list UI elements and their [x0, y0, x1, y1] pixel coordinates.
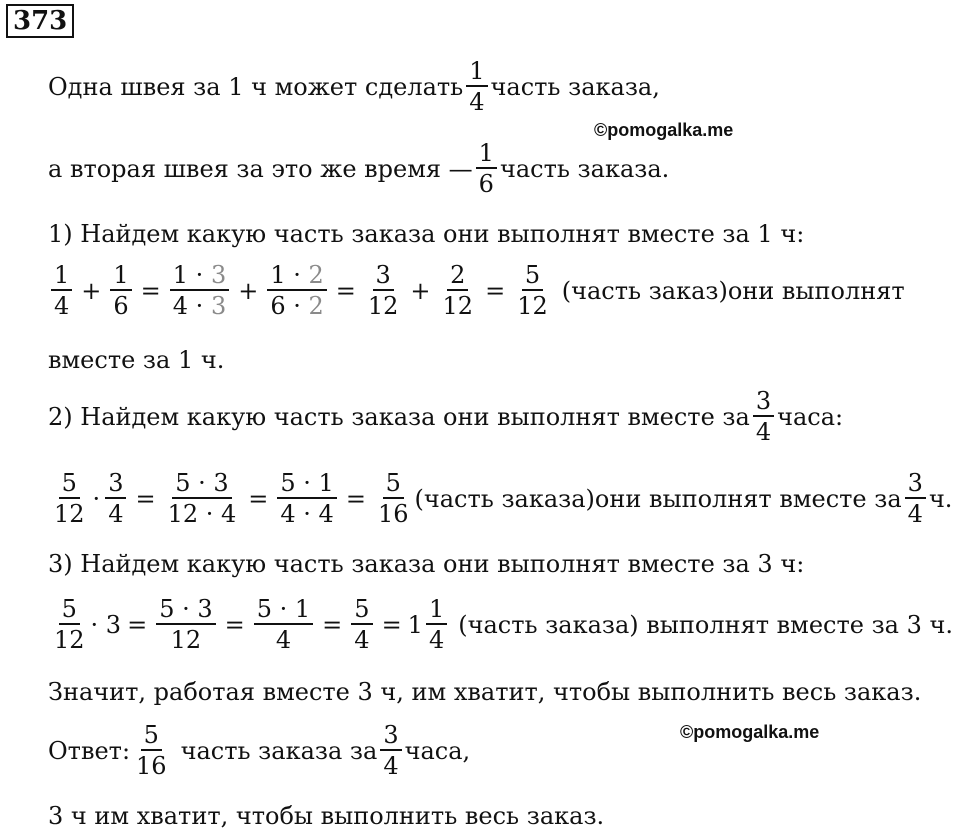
step3-heading: 3) Найдем какую часть заказа они выполнят вместе за 3 ч: — [48, 550, 805, 578]
answer-line: Ответ: $\frac{5}{16}$ часть заказа за $\frac{3}{4}$ часа, — [48, 721, 471, 781]
fraction: $\frac{5}{4}$ — [351, 596, 372, 654]
fraction: $\frac{1}{6}$ — [110, 262, 131, 320]
step1-equation: $\frac{1}{4}$ + $\frac{1}{6}$ = $\frac{1 \cdot 3}{4 \cdot 3}$ + $\frac{1 \cdot 2}{6 \cdot 2}$ = $\frac{3}{12}$ + $\frac{2}{12}$ = $\frac{5}{12}$ (часть заказ)они выполнят — [48, 262, 905, 320]
fraction: $\frac{3}{4}$ — [105, 470, 126, 528]
condition-text: часть заказа, — [490, 72, 660, 101]
step2-equation: $\frac{5}{12}$ · $\frac{3}{4}$ = $\frac{5 \cdot 3}{12 \cdot 4}$ = $\frac{5 \cdot 1}{4 \cdot 4}$ = $\frac{5}{16}$ (часть заказа)они выполнят вместе за $\frac{3}{4}$ ч. — [48, 470, 952, 528]
condition-text: а вторая швея за это же время — — [48, 154, 473, 183]
fraction: $\frac{5 \cdot 1}{4 \cdot 4}$ — [277, 470, 336, 528]
fraction: $\frac{3}{12}$ — [367, 261, 399, 321]
fraction: $\frac{5}{16}$ — [136, 721, 167, 781]
step1-heading: 1) Найдем какую часть заказа они выполнят вместе за 1 ч: — [48, 220, 805, 248]
fraction: $\frac{5 \cdot 3}{12}$ — [156, 596, 215, 654]
step2-tail: (часть заказа)они выполнят вместе за — [414, 484, 902, 513]
condition-line-1 — [48, 58, 660, 116]
fraction: $\frac{3}{4}$ — [905, 470, 926, 528]
fraction: $\frac{5 \cdot 1}{4}$ — [254, 596, 313, 654]
fraction: $\frac{5}{12}$ — [54, 469, 85, 529]
fraction: $\frac{1}{4}$ — [51, 262, 72, 320]
fraction: $\frac{5}{12}$ — [517, 261, 548, 321]
answer-line-2: 3 ч им хватит, чтобы выполнить весь заказ. — [48, 802, 605, 830]
step2-heading: 2) Найдем какую часть заказа они выполнят вместе за $\frac{3}{4}$ часа: — [48, 387, 844, 447]
fraction: $\frac{1}{6}$ — [476, 140, 497, 198]
condition-line-2 — [48, 140, 669, 198]
fraction: $\frac{5}{16}$ — [377, 469, 409, 529]
mixed-number: 1 $\frac{1}{4}$ — [408, 596, 451, 654]
fraction: $\frac{1}{4}$ — [466, 58, 487, 116]
condition-text: часть заказа. — [499, 154, 670, 183]
fraction: $\frac{1}{4}$ — [426, 596, 447, 654]
step1-tail-line: вместе за 1 ч. — [48, 346, 225, 374]
fraction: $\frac{3}{4}$ — [753, 388, 774, 446]
step1-tail: (часть заказ)они выполнят — [561, 276, 905, 305]
answer-label: Ответ: — [48, 736, 131, 765]
fraction: $\frac{1 \cdot 3}{4 \cdot 3}$ — [170, 262, 229, 320]
step3-equation: $\frac{5}{12}$ · 3 = $\frac{5 \cdot 3}{12}$ = $\frac{5 \cdot 1}{4}$ = $\frac{5}{4}$ = 1 $\frac{1}{4}$ (часть заказа) выполнят вместе за 3 ч. — [48, 596, 953, 654]
fraction: $\frac{1 \cdot 2}{6 \cdot 2}$ — [267, 262, 326, 320]
fraction: $\frac{2}{12}$ — [442, 261, 474, 321]
condition-text: Одна швея за 1 ч может сделать — [48, 72, 464, 101]
watermark: ©pomogalka.me — [594, 120, 734, 140]
fraction: $\frac{3}{4}$ — [380, 722, 401, 780]
conclusion: Значит, работая вместе 3 ч, им хватит, чтобы выполнить весь заказ. — [48, 678, 922, 706]
fraction: $\frac{5 \cdot 3}{12 \cdot 4}$ — [167, 469, 237, 529]
task-number: 373 — [6, 4, 74, 38]
fraction: $\frac{5}{12}$ — [54, 595, 85, 655]
step3-tail: (часть заказа) выполнят вместе за 3 ч. — [458, 610, 953, 639]
watermark: ©pomogalka.me — [680, 722, 820, 742]
